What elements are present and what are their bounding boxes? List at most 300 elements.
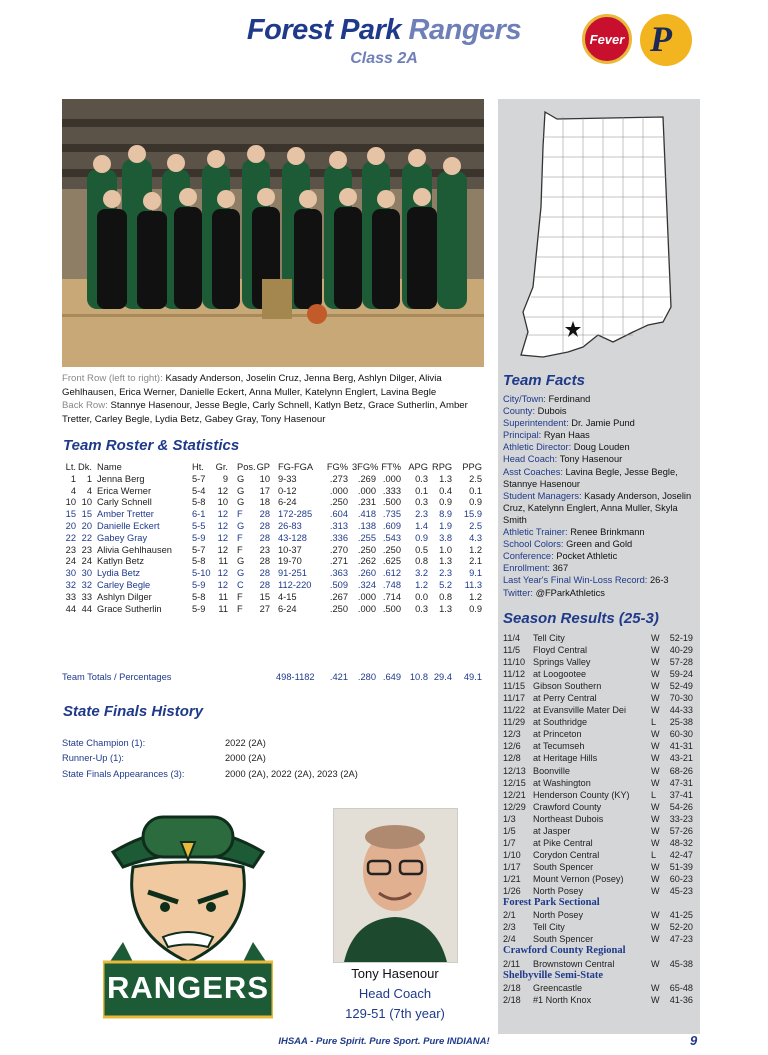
game-date: 2/1 — [503, 910, 516, 921]
cell-apg: 1.2 — [415, 579, 428, 590]
col-3fg-pct: 3FG% — [352, 462, 379, 472]
cell-dk: 44 — [81, 603, 92, 614]
totals-label: Team Totals / Percentages — [62, 672, 172, 682]
cell-3fg-pct: .000 — [357, 591, 376, 602]
fever-logo — [582, 14, 632, 64]
front-row-label: Front Row (left to right): — [62, 373, 163, 384]
game-row — [503, 716, 699, 728]
game-row — [503, 909, 699, 921]
state-finals-heading: State Finals History — [63, 703, 204, 720]
table-row — [62, 568, 488, 580]
roster-header-row — [62, 462, 488, 474]
cell-fg-fga: 10-37 — [278, 544, 302, 555]
game-row — [503, 789, 699, 801]
col-ft-pct: FT% — [381, 462, 401, 472]
cell-lt: 44 — [65, 603, 76, 614]
col-fg-pct: FG% — [326, 462, 348, 472]
game-result: W — [651, 645, 660, 656]
cell-name: Carley Begle — [97, 579, 151, 590]
cell-ht: 5-7 — [192, 473, 206, 484]
fact-key: Head Coach: — [503, 454, 558, 465]
cell-3fg-pct: .260 — [357, 568, 376, 579]
cell-gr: 10 — [217, 497, 228, 508]
game-row — [503, 861, 699, 873]
game-date: 1/17 — [503, 861, 521, 872]
cell-gr: 9 — [222, 473, 228, 484]
table-row — [62, 521, 488, 533]
cell-dk: 15 — [81, 509, 92, 520]
cell-ppg: 4.3 — [469, 532, 482, 543]
totals-rpg: 29.4 — [433, 672, 452, 682]
game-date: 1/10 — [503, 849, 521, 860]
game-result: W — [651, 681, 660, 692]
col-apg: APG — [408, 462, 428, 472]
fact-item — [503, 393, 699, 405]
col-dk: Dk. — [78, 462, 92, 472]
col-gr: Gr. — [215, 462, 228, 472]
fact-key: Asst Coaches: — [503, 466, 563, 477]
cell-lt: 1 — [70, 473, 76, 484]
sf-label: Runner-Up (1): — [62, 753, 125, 763]
game-score: 43-21 — [669, 753, 693, 764]
fact-key: Twitter: — [503, 587, 533, 598]
cell-dk: 10 — [81, 497, 92, 508]
game-date: 11/5 — [503, 645, 521, 656]
fact-item — [503, 441, 699, 453]
cell-fg-pct: .271 — [329, 556, 348, 567]
sf-value: 2000 (2A) — [225, 753, 266, 763]
game-score: 45-38 — [669, 958, 693, 969]
fact-item — [503, 562, 699, 574]
cell-gr: 12 — [217, 544, 228, 555]
cell-ht: 5-8 — [192, 591, 206, 602]
cell-gr: 12 — [217, 532, 228, 543]
game-row — [503, 885, 699, 897]
rangers-logo-text: RANGERS — [106, 970, 269, 1005]
cell-name: Gabey Gray — [97, 532, 148, 543]
cell-rpg: 0.9 — [439, 497, 452, 508]
cell-rpg: 1.3 — [439, 473, 452, 484]
game-score: 37-41 — [669, 789, 693, 800]
cell-ft-pct: .000 — [382, 473, 401, 484]
cell-lt: 4 — [70, 485, 76, 496]
cell-rpg: 0.4 — [439, 485, 452, 496]
rangers-mascot-logo — [103, 812, 273, 1022]
col-name: Name — [97, 462, 122, 472]
coach-name: Tony Hasenour — [351, 966, 439, 981]
roster-table — [62, 462, 488, 615]
cell-gr: 12 — [217, 568, 228, 579]
cell-apg: 1.4 — [415, 520, 428, 531]
cell-ht: 5-9 — [192, 579, 206, 590]
game-result: L — [651, 849, 657, 860]
game-row — [503, 777, 699, 789]
col-pos: Pos. — [237, 462, 256, 472]
game-result: L — [651, 789, 657, 800]
game-result: W — [651, 729, 660, 740]
fact-value: Tony Hasenour — [559, 454, 623, 465]
game-date: 2/11 — [503, 958, 521, 969]
table-row — [62, 509, 488, 521]
team-photo — [62, 99, 484, 367]
game-row — [503, 813, 699, 825]
title-school: Forest Park — [246, 14, 401, 46]
game-opponent: at Heritage Hills — [533, 753, 598, 764]
game-row — [503, 765, 699, 777]
cell-fg-fga: 19-70 — [278, 556, 302, 567]
cell-dk: 24 — [81, 556, 92, 567]
game-opponent: Henderson County (KY) — [533, 789, 630, 800]
game-score: 41-25 — [669, 910, 693, 921]
cell-ppg: 1.2 — [469, 544, 482, 555]
season-results-list — [503, 632, 699, 1006]
game-opponent: Tell City — [533, 633, 565, 643]
game-row — [503, 692, 699, 704]
fact-key: Principal: — [503, 430, 542, 441]
game-row — [503, 668, 699, 680]
game-result: W — [651, 657, 660, 668]
cell-ft-pct: .609 — [382, 520, 401, 531]
game-score: 25-38 — [669, 717, 693, 728]
game-row — [503, 921, 699, 933]
table-row — [62, 592, 488, 604]
fact-item — [503, 574, 699, 586]
fact-value: 367 — [552, 563, 569, 574]
totals-3fg-pct: .280 — [357, 672, 376, 682]
game-date: 12/3 — [503, 729, 521, 740]
col-rpg: RPG — [432, 462, 453, 472]
cell-rpg: 0.8 — [439, 591, 452, 602]
cell-ht: 5-8 — [192, 497, 206, 508]
col-lt: Lt. — [65, 462, 76, 472]
cell-dk: 32 — [81, 579, 92, 590]
game-opponent: Corydon Central — [533, 849, 600, 860]
cell-ppg: 1.2 — [469, 591, 482, 602]
game-row — [503, 801, 699, 813]
fact-item — [503, 490, 699, 526]
fact-value: @FParkAthletics — [535, 587, 605, 598]
game-date: 12/8 — [503, 753, 521, 764]
fact-item — [503, 526, 699, 538]
cell-rpg: 1.9 — [439, 520, 452, 531]
game-result: W — [651, 777, 660, 788]
cell-ht: 5-9 — [192, 532, 206, 543]
cell-ft-pct: .333 — [382, 485, 401, 496]
cell-gr: 11 — [218, 591, 228, 602]
cell-pos: F — [237, 544, 243, 555]
cell-fg-fga: 9-33 — [278, 473, 297, 484]
fact-key: City/Town: — [503, 394, 546, 404]
team-facts-heading: Team Facts — [503, 372, 585, 389]
cell-apg: 0.3 — [415, 603, 428, 614]
game-date: 11/15 — [503, 681, 526, 692]
cell-gr: 11 — [218, 556, 228, 567]
game-score: 41-36 — [669, 995, 693, 1006]
fact-item — [503, 466, 699, 490]
cell-ft-pct: .714 — [382, 591, 401, 602]
game-result: W — [651, 885, 660, 896]
team-facts-list — [503, 393, 699, 599]
back-row-label: Back Row: — [62, 400, 108, 411]
cell-ft-pct: .543 — [382, 532, 401, 543]
fact-item — [503, 550, 699, 562]
game-opponent: at Jasper — [533, 825, 571, 836]
cell-gp: 28 — [259, 556, 270, 567]
sf-label: State Finals Appearances (3): — [62, 769, 185, 779]
game-result: W — [651, 837, 660, 848]
game-date: 12/29 — [503, 801, 526, 812]
fact-item — [503, 405, 699, 417]
cell-rpg: 8.9 — [439, 509, 452, 520]
game-row — [503, 728, 699, 740]
game-opponent: Tell City — [533, 922, 565, 933]
cell-rpg: 1.3 — [439, 603, 452, 614]
sf-value: 2000 (2A), 2022 (2A), 2023 (2A) — [225, 769, 358, 779]
cell-pos: F — [237, 603, 243, 614]
cell-gp: 10 — [259, 473, 270, 484]
cell-apg: 2.3 — [415, 509, 428, 520]
game-opponent: North Posey — [533, 885, 584, 896]
cell-lt: 10 — [65, 497, 76, 508]
game-row — [503, 680, 699, 692]
cell-3fg-pct: .324 — [357, 579, 376, 590]
game-row — [503, 849, 699, 861]
cell-3fg-pct: .418 — [357, 509, 376, 520]
results-group-title: Crawford County Regional — [503, 945, 626, 957]
results-group-title: Forest Park Sectional — [503, 897, 600, 909]
fact-key: Athletic Trainer: — [503, 527, 568, 538]
pacers-logo-text: P — [650, 19, 672, 59]
cell-gp: 17 — [259, 485, 270, 496]
cell-fg-fga: 0-12 — [278, 485, 297, 496]
coach-record: 129-51 (7th year) — [345, 1006, 445, 1021]
game-opponent: at Washington — [533, 777, 591, 788]
game-score: 40-29 — [669, 645, 693, 656]
cell-name: Carly Schnell — [97, 497, 152, 508]
game-opponent: Greencastle — [533, 983, 583, 994]
game-date: 1/5 — [503, 825, 516, 836]
game-score: 44-33 — [669, 705, 693, 716]
cell-fg-pct: .363 — [329, 568, 348, 579]
totals-fg-pct: .421 — [329, 672, 348, 682]
cell-apg: 0.1 — [415, 485, 428, 496]
game-date: 12/15 — [503, 777, 526, 788]
game-date: 1/3 — [503, 813, 516, 824]
game-score: 47-23 — [669, 934, 693, 945]
cell-rpg: 2.3 — [439, 568, 452, 579]
photo-caption — [62, 372, 492, 426]
roster-body — [62, 474, 488, 616]
col-gp: GP — [256, 462, 270, 472]
cell-lt: 32 — [65, 579, 76, 590]
game-row — [503, 704, 699, 716]
cell-3fg-pct: .231 — [357, 497, 376, 508]
game-score: 45-23 — [669, 885, 693, 896]
cell-gp: 28 — [259, 579, 270, 590]
totals-fg-fga: 498-1182 — [276, 672, 315, 682]
cell-gp: 23 — [259, 544, 270, 555]
cell-gp: 28 — [259, 509, 270, 520]
cell-gr: 11 — [218, 603, 228, 614]
game-score: 57-26 — [669, 825, 693, 836]
cell-gr: 12 — [217, 485, 228, 496]
cell-dk: 30 — [81, 568, 92, 579]
table-row — [62, 556, 488, 568]
fact-key: Student Managers: — [503, 490, 582, 501]
game-score: 68-26 — [669, 765, 693, 776]
game-score: 42-47 — [669, 849, 693, 860]
cell-3fg-pct: .262 — [357, 556, 376, 567]
game-opponent: #1 North Knox — [533, 995, 592, 1006]
cell-fg-fga: 4-15 — [278, 591, 297, 602]
cell-3fg-pct: .000 — [357, 485, 376, 496]
season-results-heading: Season Results (25-3) — [503, 610, 659, 627]
cell-lt: 33 — [65, 591, 76, 602]
game-row — [503, 656, 699, 668]
game-opponent: at Loogootee — [533, 669, 587, 680]
fact-value: 26-3 — [650, 575, 669, 586]
table-row — [62, 604, 488, 616]
title-mascot: Rangers — [408, 14, 522, 46]
cell-fg-pct: .509 — [329, 579, 348, 590]
cell-pos: G — [237, 497, 245, 508]
state-finals-row — [62, 753, 266, 763]
cell-gr: 12 — [217, 509, 228, 520]
col-ht: Ht. — [192, 462, 204, 472]
cell-pos: F — [237, 532, 243, 543]
totals-ppg: 49.1 — [463, 672, 482, 682]
cell-name: Ashlyn Dilger — [97, 591, 152, 602]
cell-dk: 20 — [81, 520, 92, 531]
game-date: 1/7 — [503, 837, 516, 848]
cell-fg-fga: 6-24 — [278, 497, 297, 508]
cell-dk: 4 — [86, 485, 92, 496]
cell-apg: 0.0 — [415, 591, 428, 602]
cell-ppg: 0.9 — [469, 603, 482, 614]
cell-lt: 20 — [65, 520, 76, 531]
fact-item — [503, 453, 699, 465]
pacers-logo — [640, 14, 692, 66]
cell-rpg: 1.0 — [439, 544, 452, 555]
cell-gp: 27 — [259, 603, 270, 614]
roster-heading: Team Roster & Statistics — [63, 437, 240, 454]
game-result: W — [651, 741, 660, 752]
fact-value: Pocket Athletic — [556, 551, 618, 562]
cell-dk: 23 — [81, 544, 92, 555]
fact-value: Dubois — [537, 406, 567, 417]
cell-ppg: 2.5 — [469, 473, 482, 484]
cell-apg: 0.8 — [415, 556, 428, 567]
fact-item — [503, 417, 699, 429]
results-group-title: Shelbyville Semi-State — [503, 969, 604, 981]
cell-ppg: 15.9 — [463, 509, 482, 520]
game-score: 54-26 — [669, 801, 693, 812]
cell-gr: 12 — [217, 520, 228, 531]
cell-ppg: 2.5 — [469, 520, 482, 531]
cell-fg-pct: .250 — [329, 497, 348, 508]
game-opponent: Mount Vernon (Posey) — [533, 873, 624, 884]
game-result: W — [651, 705, 660, 716]
cell-fg-pct: .273 — [329, 473, 348, 484]
game-result: L — [651, 717, 657, 728]
game-result: W — [651, 958, 660, 969]
cell-ft-pct: .625 — [382, 556, 401, 567]
game-score: 57-28 — [669, 657, 693, 668]
cell-lt: 22 — [65, 532, 76, 543]
game-result: W — [651, 825, 660, 836]
cell-pos: F — [237, 509, 243, 520]
game-date: 2/4 — [503, 934, 516, 945]
cell-ft-pct: .500 — [382, 603, 401, 614]
cell-fg-fga: 26-83 — [278, 520, 302, 531]
fact-key: Enrollment: — [503, 563, 551, 574]
cell-ppg: 11.3 — [464, 579, 482, 590]
fact-item — [503, 538, 699, 550]
cell-pos: F — [237, 591, 243, 602]
game-opponent: Gibson Southern — [533, 681, 602, 692]
game-score: 52-20 — [669, 922, 693, 933]
cell-dk: 33 — [81, 591, 92, 602]
cell-rpg: 1.3 — [439, 556, 452, 567]
cell-gp: 28 — [259, 520, 270, 531]
game-score: 60-23 — [669, 873, 693, 884]
cell-apg: 0.3 — [415, 497, 428, 508]
cell-ppg: 2.1 — [469, 556, 482, 567]
game-opponent: at Southridge — [533, 717, 588, 728]
game-score: 60-30 — [669, 729, 693, 740]
game-result: W — [651, 765, 660, 776]
game-row — [503, 632, 699, 644]
cell-ht: 5-4 — [192, 485, 206, 496]
cell-dk: 1 — [86, 473, 92, 484]
game-opponent: at Perry Central — [533, 693, 597, 704]
cell-name: Grace Sutherlin — [97, 603, 162, 614]
game-date: 1/26 — [503, 885, 521, 896]
game-result: W — [651, 861, 660, 872]
fact-value: Kasady Anderson, Joselin Cruz, Katelynn Englert, Anna Muller, Skyla Smith — [503, 490, 692, 525]
cell-ht: 5-7 — [192, 544, 206, 555]
cell-fg-fga: 112-220 — [278, 579, 312, 590]
cell-apg: 0.5 — [415, 544, 428, 555]
cell-pos: G — [237, 520, 245, 531]
game-opponent: Brownstown Central — [533, 958, 615, 969]
fact-value: Green and Gold — [566, 539, 633, 550]
cell-fg-pct: .267 — [329, 591, 348, 602]
fact-key: Athletic Director: — [503, 442, 572, 453]
game-result: W — [651, 693, 660, 704]
game-score: 65-48 — [669, 983, 693, 994]
game-date: 12/21 — [503, 789, 526, 800]
game-date: 11/12 — [503, 669, 526, 680]
cell-fg-fga: 6-24 — [278, 603, 297, 614]
game-date: 11/22 — [503, 705, 526, 716]
cell-ht: 5-5 — [192, 520, 206, 531]
coach-photo — [333, 808, 458, 963]
cell-ppg: 9.1 — [469, 568, 482, 579]
cell-ppg: 0.1 — [469, 485, 482, 496]
fact-value: Renee Brinkmann — [570, 527, 645, 538]
fact-item — [503, 587, 699, 599]
game-opponent: South Spencer — [533, 934, 594, 945]
game-opponent: Springs Valley — [533, 657, 591, 668]
game-row — [503, 752, 699, 764]
game-opponent: Crawford County — [533, 801, 602, 812]
totals-apg: 10.8 — [409, 672, 428, 682]
game-result: W — [651, 910, 660, 921]
cell-lt: 24 — [65, 556, 76, 567]
cell-3fg-pct: .255 — [357, 532, 376, 543]
fact-value: Ryan Haas — [543, 430, 590, 441]
